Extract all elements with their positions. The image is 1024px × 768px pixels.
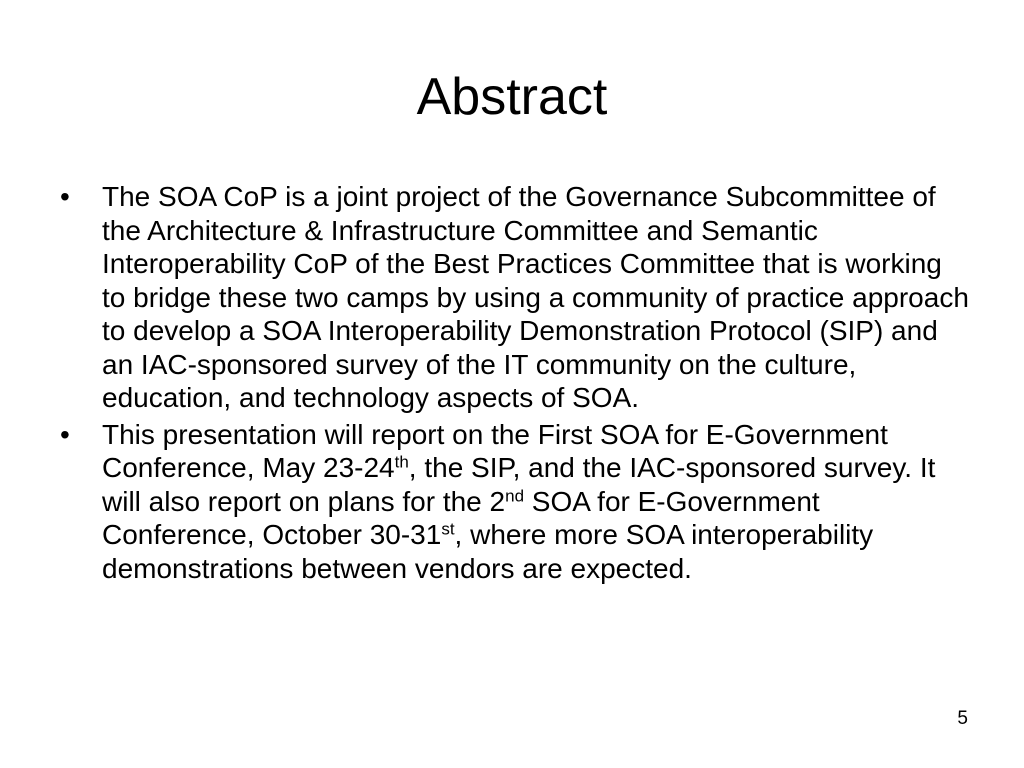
bullet-text [102, 419, 935, 584]
page-number: 5 [957, 708, 968, 729]
bullet-text-segment: The SOA CoP is a joint project of the Governance Subcommittee of the Architecture & Infrastructure Committee and Semantic Interoperability CoP of the Best Practices Committee that is working to bridge these two camps by using a community of practice approach to develop a SOA Interoperability Demonstration Protocol (SIP) and an IAC-sponsored survey of the IT community on the culture, education, and technology aspects of SOA. [102, 181, 969, 413]
bullet-icon: • [60, 418, 70, 450]
ordinal-suffix: nd [505, 486, 525, 506]
ordinal-suffix: th [394, 452, 409, 472]
bullet-text [102, 181, 969, 413]
bullet-text-segment: SOA for E-Government Conference, October 30-31 [102, 485, 820, 550]
ordinal-suffix: st [441, 519, 455, 539]
bullet-icon: • [60, 181, 70, 212]
bullet-item [58, 418, 970, 586]
bullet-list [58, 180, 970, 588]
bullet-text-segment: , the SIP, and the IAC-sponsored survey. It will also report on plans for the 2 [102, 452, 936, 517]
bullet-text-segment: This presentation will report on the First SOA for E-Government Conference, May 23-24 [102, 418, 888, 483]
slide-title: Abstract [416, 68, 608, 126]
bullet-text-segment: , where more SOA interoperability demonstrations between vendors are expected. [102, 519, 874, 584]
bullet-item [58, 180, 970, 415]
